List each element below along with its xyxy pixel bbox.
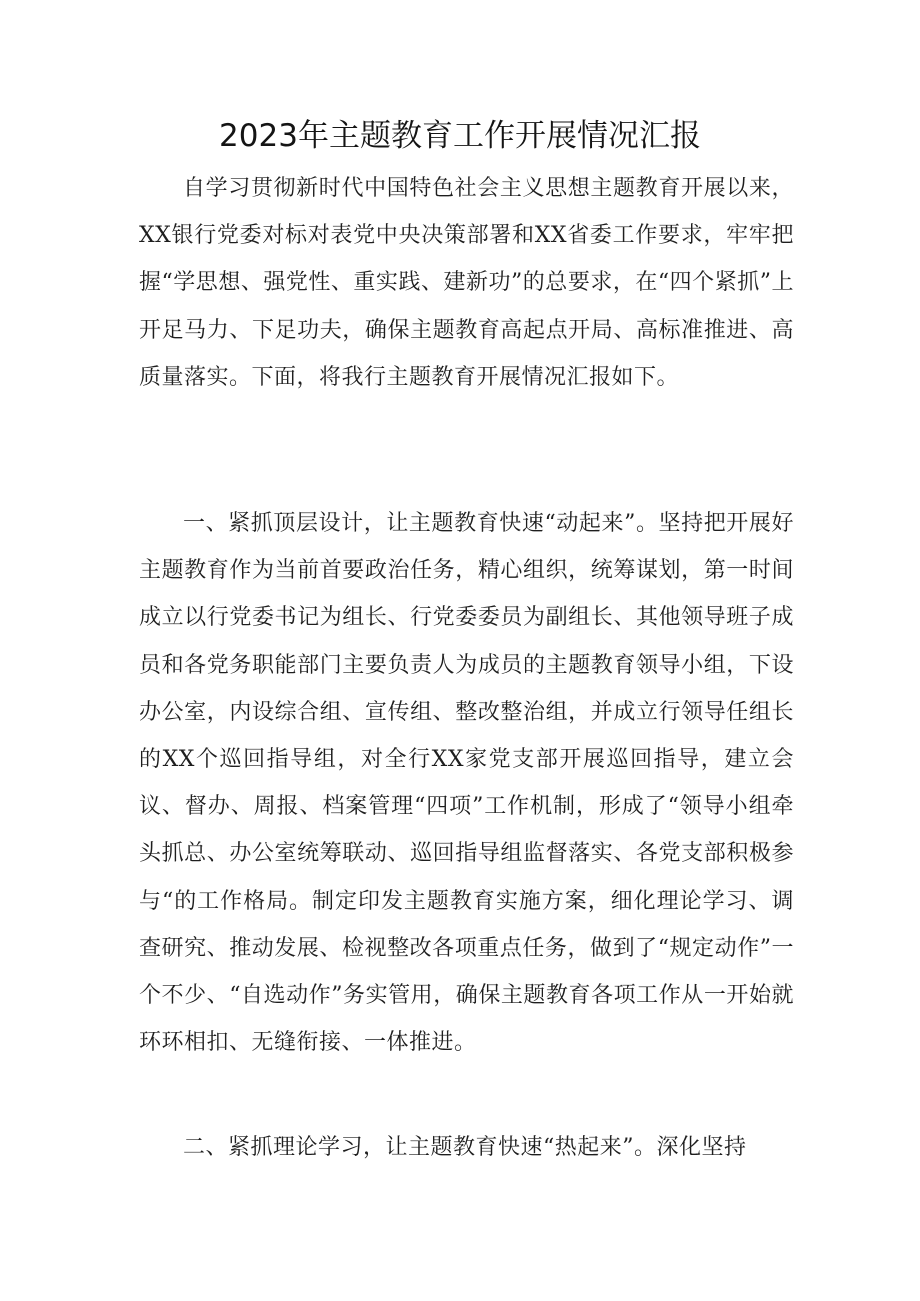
section-two-paragraph: 二、紧抓理论学习，让主题教育快速“热起来”。深化坚持 bbox=[183, 1135, 747, 1160]
section-one-paragraph: 一、紧抓顶层设计，让主题教育快速“动起来”。坚持把开展好主题教育作为当前首要政治任务，精心组织，统筹谋划，第一时间成立以行党委书记为组长、行党委委员为副组长、其他领导班子成员和各党务职能部门主要负责人为成员的主题教育领导小组，下设办公室，内设综合组、宣传组、整改整治组，并成立行领导任组长的XX个巡回指导组，对全行XX家党支部开展巡回指导，建立会议、督办、周报、档案管理“四项”工作机制，形成了“领导小组牵头抓总、办公室统筹联动、巡回指导组监督落实、各党支部积极参与“的工作格局。制定印发主题教育实施方案，细化理论学习、调查研究、推动发展、检视整改各项重点任务，做到了“规定动作”一个不少、“自选动作”务实管用，确保主题教育各项工作从一开始就环环相扣、无缝衔接、一体推进。 bbox=[139, 511, 794, 1056]
intro-paragraph: 自学习贯彻新时代中国特色社会主义思想主题教育开展以来，XX银行党委对标对表党中央决策部署和XX省委工作要求，牢牢把握“学思想、强党性、重实践、建新功”的总要求，在“四个紧抓”上开足马力、下足功夫，确保主题教育高起点开局、高标准推进、高质量落实。下面，将我行主题教育开展情况汇报如下。 bbox=[139, 176, 794, 390]
page-title: 2023年主题教育工作开展情况汇报 bbox=[219, 118, 701, 154]
